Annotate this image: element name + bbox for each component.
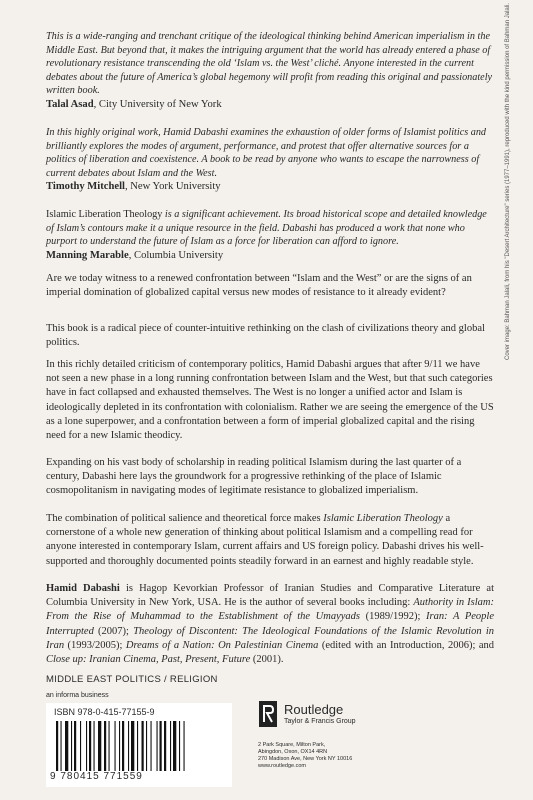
paragraph: In this richly detailed criticism of contemporary politics, Hamid Dabashi argues that after 9/11 we have not seen a new phase in a long running confrontation between Islam and the West, but that such categories have in fact collapsed and exhausted themselves. The West is no longer a unified actor and Islam is ideologically depleted in its confrontation with colonialism. Rather we are seeing the emergence of the US as a lone superpower, and a confrontation between a form of imperial globalized capital and the rising need for a new Islamic theodicy. (46, 359, 494, 442)
routledge-logo-icon (258, 700, 278, 728)
blurb-para-5 (46, 512, 494, 569)
bio-text: (2001). (250, 654, 284, 666)
bio-text: (edited with an Introduction, 2006); and (318, 639, 494, 651)
publisher-name: Routledge (284, 702, 344, 717)
bio-text: (1989/1992); (360, 611, 427, 623)
paragraph: This book is a radical piece of counter-intuitive rethinking on the clash of civilizations theory and global politics. (46, 323, 485, 349)
publisher-address (258, 742, 352, 770)
quote-text: is a significant achievement. Its broad historical scope and detailed knowledge of Islam’s contours make it a unique resource in the field. Dabashi has produced a work that none who purport to understand the future of Islam as a force for liberation can afford to ignore. (46, 209, 487, 248)
book-title: Islamic Liberation Theology (323, 513, 443, 524)
informa-tagline: an informa business (46, 692, 109, 699)
quote-lead: Islamic Liberation Theology (46, 209, 163, 220)
paragraph: Are we today witness to a renewed confrontation between “Islam and the West” or are the signs of an imperial domination of globalized capital versus new modes of resistance to it already evident? (46, 273, 472, 299)
bio-text: (2007); (93, 625, 134, 637)
quote-affiliation: , Columbia University (128, 249, 224, 261)
book-title: Authority in Islam: From the Rise of Muhammad to the Establishment of the Umayyads (46, 597, 494, 623)
cover-image-credit: Cover image: Bahman Jalali, from his "Desert Architecture" series (1977–1991), reproduced with the kind permission of Bahman Jalali. (505, 2, 511, 360)
book-title: Theology of Discontent: The Ideological Foundations of the Islamic Revolution in Iran (46, 625, 494, 651)
blurb-para-3 (46, 358, 494, 443)
bio-text: is Hagop Kevorkian Professor of Iranian Studies and Comparative Literature at Columbia University in New York, USA. He is the author of several books including: (46, 583, 494, 609)
barcode-panel (46, 703, 232, 787)
quote-affiliation: , New York University (124, 181, 221, 193)
quote-text: In this highly original work, Hamid Dabashi examines the exhaustion of older forms of Islamist politics and brilliantly explores the modes of argument, performance, and protest that offer alternative sources for a politics of liberation and coexistence. A book to be read by anyone who wants to escape the narrowness of current debates about Islam and the West. (46, 127, 487, 179)
quote-author: Timothy Mitchell (46, 181, 125, 193)
quote-mitchell (46, 126, 494, 194)
quote-affiliation: , City University of New York (93, 98, 222, 110)
address-line: 2 Park Square, Milton Park, (258, 742, 326, 748)
book-title: Dreams of a Nation: On Palestinian Cinema (125, 639, 319, 651)
author-bio (46, 582, 494, 667)
paragraph: Expanding on his vast body of scholarship in reading political Islamism during the last quarter of a century, Dabashi here lays the groundwork for a progressive rethinking of the place of Islamic cosmopolitanism in navigating modes of legitimate resistance to globalized imperialism. (46, 457, 462, 497)
address-line: www.routledge.com (258, 763, 306, 769)
author-name: Hamid Dabashi (46, 583, 120, 594)
barcode-icon (54, 721, 224, 771)
address-line: Abingdon, Oxon, OX14 4RN (258, 749, 328, 755)
quote-marable (46, 208, 494, 263)
bio-text: (1993/2005); (64, 639, 126, 651)
quote-author: Manning Marable (46, 249, 129, 261)
book-title: Close up: Iranian Cinema, Past, Present, Future (46, 654, 251, 666)
barcode-number: 9 780415 771559 (50, 771, 143, 782)
para-text: a cornerstone of a whole new generation of thinking about political Islamism and a compelling read for anyone interested in contemporary Islam, current affairs and US foreign policy. Dabashi drives his well-supported and thoroughly documented points steadily forward in an earnest and highly readable style. (46, 513, 484, 567)
blurb-para-1 (46, 272, 494, 300)
blurb-para-4 (46, 456, 494, 499)
isbn-label: ISBN 978-0-415-77155-9 (54, 707, 155, 717)
address-line: 270 Madison Ave, New York NY 10016 (258, 756, 353, 762)
blurb-para-2 (46, 322, 494, 350)
quote-text: This is a wide-ranging and trenchant critique of the ideological thinking behind American imperialism in the Middle East. But beyond that, it makes the intriguing argument that the world has already entered a phase of revolutionary resistance transcending the old ‘Islam vs. the West’ cliché. Anyone interested in the current debates about the future of America’s global hegemony will profit from reading this original and passionately written book. (46, 31, 493, 97)
quote-author: Talal Asad (46, 98, 94, 110)
publisher-group: Taylor & Francis Group (284, 718, 356, 725)
para-text: The combination of political salience and theoretical force makes (46, 513, 324, 524)
book-title: Iran: A People Interrupted (46, 611, 494, 637)
quote-asad (46, 30, 494, 112)
subject-category: MIDDLE EAST POLITICS / RELIGION (46, 674, 218, 685)
